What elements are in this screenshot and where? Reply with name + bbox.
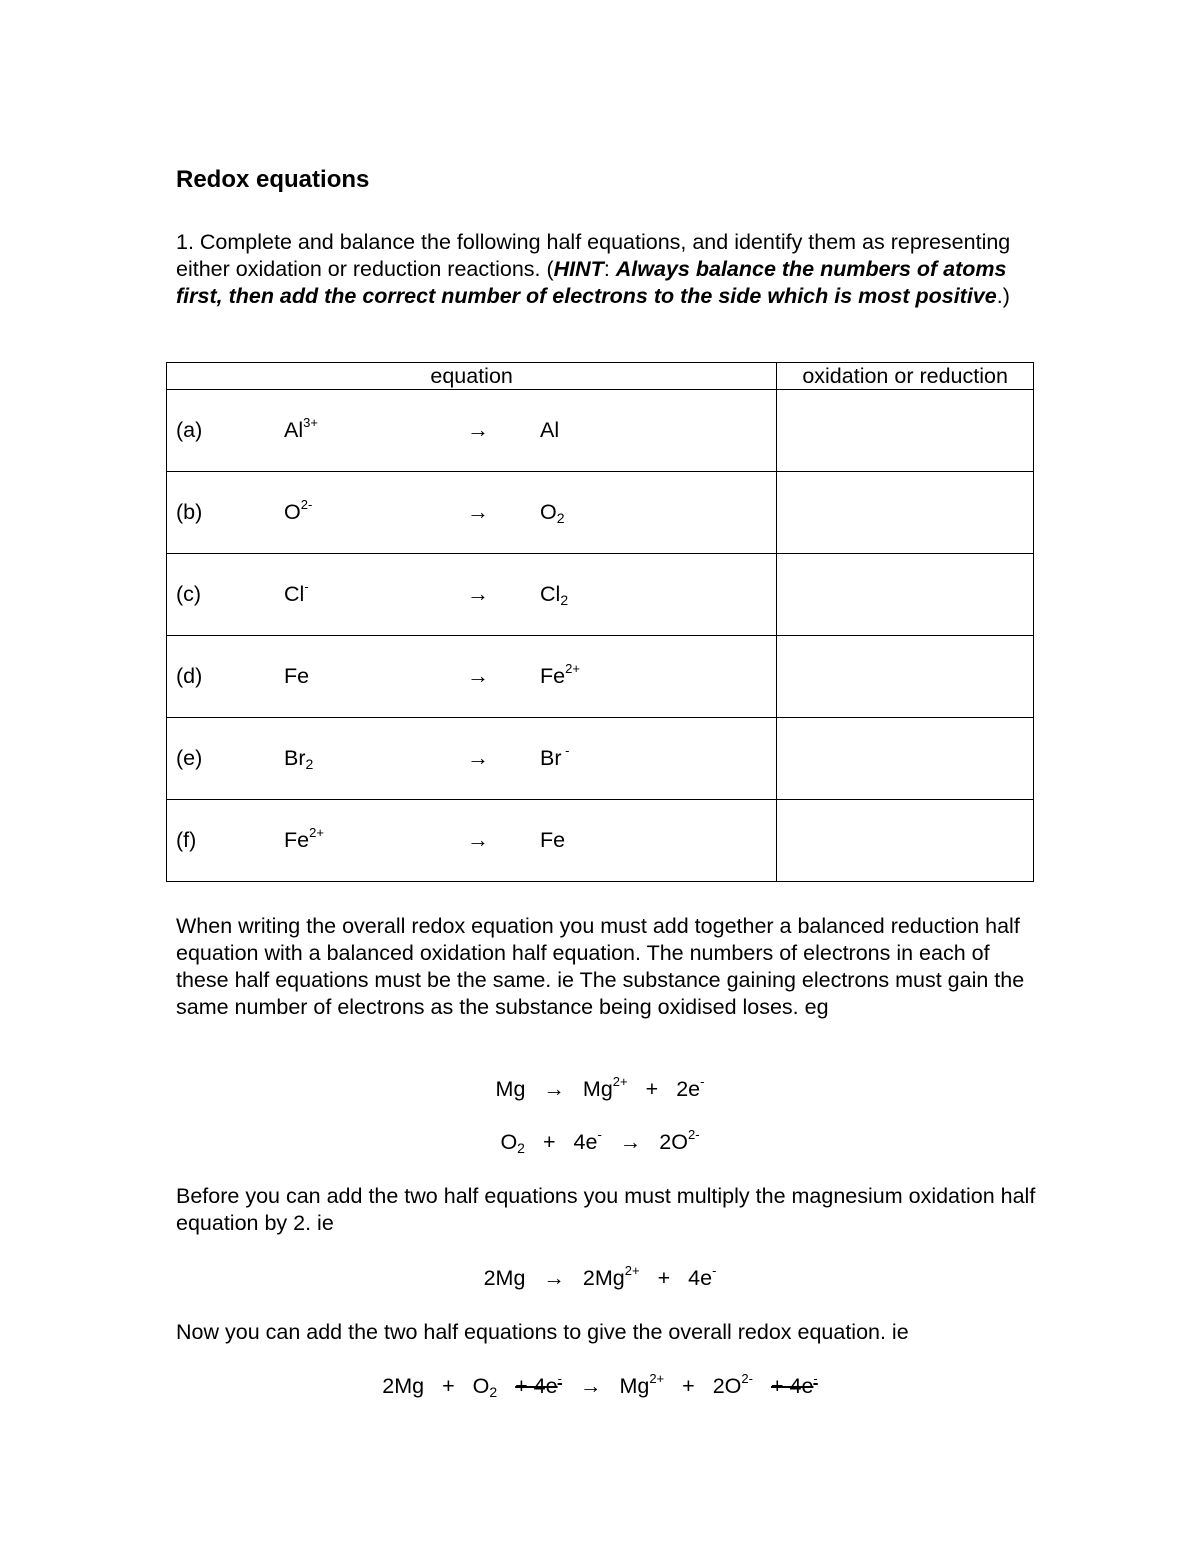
equation-cell [167, 472, 777, 554]
eq4-strike2-text: + 4e [770, 1374, 814, 1398]
product-subscript: 2 [560, 592, 569, 608]
eq4-reactant-mg: 2Mg [382, 1374, 425, 1398]
equation-cell [167, 718, 777, 800]
reactant-subscript: 2 [305, 756, 314, 772]
eq2-electrons: 4e [573, 1130, 598, 1154]
hint-text: Always balance the numbers of atoms first, then add the correct number of electrons to the side which is most positive [176, 257, 1007, 308]
reactant [284, 746, 313, 770]
answer-cell[interactable] [777, 800, 1034, 882]
answer-cell[interactable] [777, 554, 1034, 636]
reactant-symbol: O [284, 500, 301, 524]
eq4-product-o: 2O [712, 1374, 742, 1398]
equation-o2-reduction [0, 1129, 1200, 1156]
half-equations-table [166, 362, 1034, 882]
arrow-icon: → [467, 745, 489, 770]
eq1-plus: + [645, 1077, 659, 1101]
eq4-cancelled-electrons-left [515, 1371, 562, 1398]
product-symbol: Fe [540, 828, 566, 852]
eq1-electrons: 2e [676, 1077, 701, 1101]
product-symbol: Al [540, 418, 560, 442]
row-label: (b) [176, 500, 203, 524]
product-symbol: Cl [540, 582, 561, 606]
arrow-icon: → [467, 663, 489, 688]
reactant-symbol: Fe [284, 828, 310, 852]
eq1-reactant: Mg [495, 1077, 526, 1101]
row-label: (a) [176, 418, 203, 442]
eq4-product-mg-charge: 2+ [649, 1371, 665, 1386]
product-symbol: Fe [540, 664, 566, 688]
eq4-reactant-o: O [472, 1374, 490, 1398]
reactant-charge: 2- [300, 497, 313, 512]
multiply-explanation: Before you can add the two half equations you must multiply the magnesium oxidation half equation by 2. ie [176, 1184, 1036, 1235]
header-oxidation-or-reduction: oxidation or reduction [777, 363, 1034, 390]
eq3-electrons: 4e [688, 1266, 713, 1290]
eq3-reactant: 2Mg [483, 1266, 526, 1290]
product [540, 582, 568, 606]
row-label: (f) [176, 828, 197, 852]
equation-overall-redox [0, 1373, 1200, 1400]
reactant [284, 497, 313, 524]
arrow-icon: → [467, 827, 489, 852]
reactant [284, 579, 309, 606]
eq4-plus-2: + [682, 1374, 695, 1398]
equation-cell [167, 800, 777, 882]
reactant [284, 825, 324, 852]
eq3-product: 2Mg [582, 1266, 625, 1290]
product-symbol: O [540, 500, 557, 524]
reactant-charge: 2+ [309, 825, 324, 840]
table-row [167, 800, 1034, 882]
table-row [167, 718, 1034, 800]
product [540, 418, 559, 442]
question-1-instructions [176, 229, 1036, 310]
product-charge: 2+ [565, 661, 580, 676]
reactant-symbol: Al [284, 418, 304, 442]
equation-mg-doubled [0, 1265, 1200, 1292]
arrow-icon: → [579, 1374, 602, 1398]
hint-colon: : [603, 257, 616, 281]
table-header-row [167, 363, 1034, 390]
page-title: Redox equations [176, 166, 370, 193]
reactant-charge: - [304, 579, 309, 594]
answer-cell[interactable] [777, 718, 1034, 800]
eq4-cancelled-electrons-right [770, 1371, 818, 1398]
hint-label: HINT [553, 257, 604, 281]
eq4-reactant-o-subscript: 2 [489, 1384, 498, 1400]
eq4-strike2-charge: - [813, 1371, 818, 1386]
eq2-reactant: O [500, 1130, 518, 1154]
equation-mg-oxidation [0, 1076, 1200, 1103]
arrow-icon: → [543, 1077, 565, 1101]
eq4-plus-1: + [442, 1374, 455, 1398]
reactant-charge: 3+ [303, 415, 318, 430]
product-symbol: Br [540, 746, 562, 770]
table-row [167, 554, 1034, 636]
eq2-product-charge: 2- [687, 1127, 700, 1142]
arrow-icon: → [467, 417, 489, 442]
equation-cell [167, 390, 777, 472]
table-row [167, 636, 1034, 718]
product [540, 661, 580, 688]
eq2-plus: + [542, 1130, 556, 1154]
row-label: (e) [176, 746, 203, 770]
eq1-product: Mg [582, 1077, 613, 1101]
table-row [167, 390, 1034, 472]
reactant-symbol: Br [284, 746, 306, 770]
product [540, 743, 570, 770]
product-subscript: 2 [556, 510, 565, 526]
row-label: (c) [176, 582, 202, 606]
arrow-icon: → [467, 499, 489, 524]
eq2-product: 2O [659, 1130, 688, 1154]
question-1-text: 1. Complete and balance the following half equations, and identify them as representing either oxidation or reduction reactions. ( [176, 230, 1011, 281]
eq3-product-charge: 2+ [624, 1263, 640, 1278]
hint-close: .) [996, 284, 1010, 308]
header-equation: equation [167, 363, 777, 390]
add-equations-explanation: Now you can add the two half equations to give the overall redox equation. ie [176, 1320, 909, 1344]
product-charge: - [561, 743, 570, 758]
eq4-strike1-charge: - [557, 1371, 562, 1386]
eq4-product-o-charge: 2- [741, 1371, 753, 1386]
reactant [284, 415, 318, 442]
answer-cell[interactable] [777, 472, 1034, 554]
equation-cell [167, 636, 777, 718]
arrow-icon: → [467, 581, 489, 606]
answer-cell[interactable] [777, 390, 1034, 472]
product [540, 828, 565, 852]
eq1-electrons-charge: - [700, 1074, 705, 1089]
equation-cell [167, 554, 777, 636]
reactant [284, 664, 309, 688]
eq3-plus: + [657, 1266, 671, 1290]
eq2-electrons-charge: - [597, 1127, 602, 1142]
overall-redox-explanation: When writing the overall redox equation you must add together a balanced reduction half equation with a balanced oxidation half equation. The numbers of electrons in each of these half equations must be the same. ie The substance gaining electrons must gain the same number of electrons as the substance being oxidised loses. eg [176, 914, 1025, 1019]
eq4-product-mg: Mg [619, 1374, 650, 1398]
table-row [167, 472, 1034, 554]
row-label: (d) [176, 664, 203, 688]
arrow-icon: → [543, 1266, 565, 1290]
eq3-electrons-charge: - [712, 1263, 717, 1278]
eq2-reactant-subscript: 2 [517, 1140, 525, 1156]
answer-cell[interactable] [777, 636, 1034, 718]
product [540, 500, 565, 524]
eq1-product-charge: 2+ [612, 1074, 628, 1089]
reactant-symbol: Cl [284, 582, 305, 606]
eq4-strike1-text: + 4e [515, 1374, 558, 1398]
reactant-symbol: Fe [284, 664, 310, 688]
arrow-icon: → [619, 1130, 642, 1154]
